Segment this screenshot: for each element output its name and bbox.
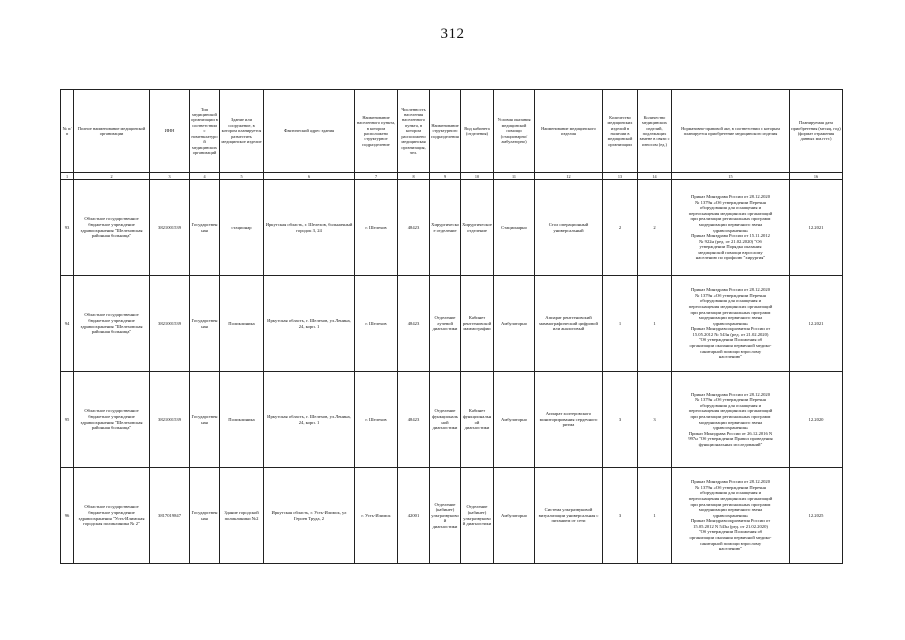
legal-act-line: населению по профилю "хирургия" xyxy=(695,255,766,261)
table-row xyxy=(61,468,843,564)
legal-act-line: 15.05.2012 № 543н (ред. от 21.02.2020) xyxy=(692,331,769,337)
header-cell: Вид кабинета (отделения) xyxy=(461,90,494,173)
legal-act-line: населению" xyxy=(718,354,743,360)
inn-cell: 3821001539 xyxy=(150,372,190,468)
header-cell: Здание или сооружение, в котором планируется разместить медицинское изделие xyxy=(220,90,264,173)
column-number: 10 xyxy=(461,173,494,180)
legal-act-line: населению" xyxy=(718,546,743,552)
legal-act-line: медицинской помощи взрослому xyxy=(698,249,763,255)
cabinet-cell: Хирургическое отделение xyxy=(461,180,494,276)
header-cell: Наименование населенного пункта, в котором расположено структурное подразделение xyxy=(355,90,398,173)
column-number: 5 xyxy=(220,173,264,180)
locality-cell: г. Шелехов xyxy=(355,372,398,468)
row-number: 94 xyxy=(61,276,74,372)
qty-replace-cell: 2 xyxy=(638,180,672,276)
org-type-cell: Государственная xyxy=(190,276,220,372)
conditions-cell: Стационарно xyxy=(494,180,535,276)
cabinet-cell: Отделение (кабинет) ультразвуковой диагностики xyxy=(461,468,494,564)
legal-act-cell xyxy=(672,468,790,564)
population-cell: 48423 xyxy=(398,180,430,276)
header-cell: № п/п xyxy=(61,90,74,173)
legal-act-line: переоснащения медицинских организаций xyxy=(688,495,773,501)
legal-act-line: при реализации региональных программ xyxy=(690,413,771,419)
legal-act-line: "Об утверждении Положения об xyxy=(698,337,763,343)
qty-replace-cell: 1 xyxy=(638,468,672,564)
building-cell: Поликлиника xyxy=(220,276,264,372)
column-number: 8 xyxy=(398,173,430,180)
legal-act-line: Приказ Минздравсоцразвития России от xyxy=(690,326,771,332)
org-name-cell: Областное государственное бюджетное учреждение здравоохранения "Шелеховская районная больница" xyxy=(74,276,150,372)
header-cell: Условия оказания медицинской помощи (стационарно/амбулаторно) xyxy=(494,90,535,173)
table-row xyxy=(61,372,843,468)
org-name-cell: Областное государственное бюджетное учреждение здравоохранения "Шелеховская районная больница" xyxy=(74,180,150,276)
column-number: 6 xyxy=(264,173,355,180)
legal-act-line: № 1379н «Об утверждении Перечня xyxy=(695,397,766,403)
device-cell: Аппарат холтеровского мониторирования сердечного ритма xyxy=(535,372,603,468)
header-cell: Полное наименование медицинской организации xyxy=(74,90,150,173)
inn-cell: 3821001539 xyxy=(150,180,190,276)
legal-act-cell xyxy=(672,276,790,372)
row-number: 96 xyxy=(61,468,74,564)
legal-act-line: при реализации региональных программ xyxy=(690,501,771,507)
equipment-table xyxy=(60,89,843,564)
legal-act-line: Приказ Минздравсоцразвития России от xyxy=(690,518,771,524)
building-cell: Здание городской поликлиники №2 xyxy=(220,468,264,564)
address-cell: Иркутская область, г. Усть-Илимск, ул Героев Труда, 2 xyxy=(264,468,355,564)
org-name-cell: Областное государственное бюджетное учреждение здравоохранения "Шелеховская районная больница" xyxy=(74,372,150,468)
purchase-date-cell: 12.2021 xyxy=(790,180,843,276)
legal-act-line: модернизации первичного звена xyxy=(698,315,763,321)
legal-act-line: модернизации первичного звена xyxy=(698,419,763,425)
qty-replace-cell: 3 xyxy=(638,372,672,468)
purchase-date-cell: 12.2021 xyxy=(790,276,843,372)
legal-act-line: при реализации региональных программ xyxy=(690,216,771,222)
column-number: 4 xyxy=(190,173,220,180)
row-number: 95 xyxy=(61,372,74,468)
qty-have-cell: 3 xyxy=(603,468,638,564)
legal-act-line: модернизации первичного звена xyxy=(698,507,763,513)
header-cell: Численность населения населенного пункта, в котором расположено медицинская организация, чел. xyxy=(398,90,430,173)
inn-cell: 3821001539 xyxy=(150,276,190,372)
address-cell: Иркутская область, г. Шелехов, ул.Ленина, 24, корп. 1 xyxy=(264,276,355,372)
column-number: 3 xyxy=(150,173,190,180)
legal-act-line: здравоохранения» xyxy=(712,320,749,326)
column-number: 15 xyxy=(672,173,790,180)
legal-act-line: Приказ Минздрава России от 26.12.2016 N xyxy=(688,430,773,436)
qty-replace-cell: 1 xyxy=(638,276,672,372)
address-cell: Иркутская область, г. Шелехов, ул.Ленина, 24, корп. 1 xyxy=(264,372,355,468)
page-number: 312 xyxy=(440,26,465,42)
header-cell: Планируемая дата приобретения (месяц, год) (формат отражения данных мм.гггг.) xyxy=(790,90,843,173)
column-number-row xyxy=(61,173,843,180)
column-number: 2 xyxy=(74,173,150,180)
legal-act-line: оборудования для оснащения и xyxy=(699,402,762,408)
column-number: 12 xyxy=(535,173,603,180)
column-number: 14 xyxy=(638,173,672,180)
unit-cell: Отделение функциональной диагностики xyxy=(430,372,461,468)
header-cell: Количество медицинских изделий в наличии в медицинской организации xyxy=(603,90,638,173)
table-body xyxy=(61,180,843,564)
locality-cell: г. Шелехов xyxy=(355,180,398,276)
inn-cell: 3817019847 xyxy=(150,468,190,564)
locality-cell: г. Усть-Илимск xyxy=(355,468,398,564)
legal-act-line: функциональных исследований" xyxy=(698,441,763,447)
header-row xyxy=(61,90,843,173)
legal-act-line: № 1379н «Об утверждении Перечня xyxy=(695,292,766,298)
column-number: 1 xyxy=(61,173,74,180)
legal-act-line: № 922н (ред. от 21.02.2020) "Об xyxy=(699,238,762,244)
legal-act-line: организации оказания первичной медико- xyxy=(689,535,772,541)
legal-act-line: переоснащения медицинских организаций xyxy=(688,408,773,414)
purchase-date-cell: 12.2025 xyxy=(790,468,843,564)
header-cell: ИНН xyxy=(150,90,190,173)
legal-act-line: 997н "Об утверждении Правил проведения xyxy=(688,436,773,442)
column-number: 13 xyxy=(603,173,638,180)
column-number: 16 xyxy=(790,173,843,180)
legal-act-line: Приказ Минздрава России от 28.12.2020 xyxy=(691,479,770,485)
header-cell: Наименование медицинского изделия xyxy=(535,90,603,173)
row-number: 93 xyxy=(61,180,74,276)
legal-act-line: № 1379н «Об утверждении Перечня xyxy=(695,199,766,205)
qty-have-cell: 2 xyxy=(603,180,638,276)
legal-act-line: Приказ Минздрава России от 28.12.2020 xyxy=(691,391,770,397)
building-cell: стационар xyxy=(220,180,264,276)
unit-cell: Отделение (кабинет) ультразвуковой диагностики xyxy=(430,468,461,564)
legal-act-line: организации оказания первичной медико- xyxy=(689,343,772,349)
building-cell: Поликлиника xyxy=(220,372,264,468)
population-cell: 42001 xyxy=(398,468,430,564)
conditions-cell: Амбулаторно xyxy=(494,468,535,564)
column-number: 11 xyxy=(494,173,535,180)
locality-cell: г. Шелехов xyxy=(355,276,398,372)
cabinet-cell: Кабинет рентгеновской маммографии xyxy=(461,276,494,372)
device-cell: Система ультразвуковой визуализации универсальная с питанием от сети xyxy=(535,468,603,564)
legal-act-line: утверждении Порядка оказания xyxy=(699,244,762,250)
table-row xyxy=(61,180,843,276)
legal-act-line: здравоохранения» xyxy=(712,425,749,431)
unit-cell: Хирургическое отделение xyxy=(430,180,461,276)
header-cell: Фактический адрес здания xyxy=(264,90,355,173)
qty-have-cell: 1 xyxy=(603,276,638,372)
column-number: 9 xyxy=(430,173,461,180)
unit-cell: Отделение лучевой диагностики xyxy=(430,276,461,372)
legal-act-line: модернизации первичного звена xyxy=(698,221,763,227)
header-cell: Количество медицинских изделий, подлежащих замене в связи с износом (ед.) xyxy=(638,90,672,173)
legal-act-line: "Об утверждении Положения об xyxy=(698,529,763,535)
legal-act-line: Приказ Минздрава России от 15.11.2012 xyxy=(691,233,770,239)
legal-act-line: санитарной помощи взрослому xyxy=(699,348,762,354)
legal-act-cell xyxy=(672,180,790,276)
population-cell: 48423 xyxy=(398,276,430,372)
legal-act-line: Приказ Минздрава России от 28.12.2020 xyxy=(691,287,770,293)
purchase-date-cell: 12.2020 xyxy=(790,372,843,468)
legal-act-line: оборудования для оснащения и xyxy=(699,490,762,496)
legal-act-line: оборудования для оснащения и xyxy=(699,298,762,304)
device-cell: Аппарат рентгеновский маммографический цифровой или аналоговый xyxy=(535,276,603,372)
conditions-cell: Амбулаторно xyxy=(494,372,535,468)
legal-act-line: оборудования для оснащения и xyxy=(699,205,762,211)
cabinet-cell: Кабинет функциональной диагностики xyxy=(461,372,494,468)
legal-act-line: при реализации региональных программ xyxy=(690,309,771,315)
org-type-cell: Государственная xyxy=(190,180,220,276)
device-cell: Стол операционный универсальный xyxy=(535,180,603,276)
header-cell: Нормативно-правовой акт, в соответствии с которым планируется приобретение медицинского изделия xyxy=(672,90,790,173)
qty-have-cell: 3 xyxy=(603,372,638,468)
legal-act-line: санитарной помощи взрослому xyxy=(699,540,762,546)
org-type-cell: Государственная xyxy=(190,468,220,564)
legal-act-line: здравоохранения» xyxy=(712,227,749,233)
legal-act-line: здравоохранения» xyxy=(712,512,749,518)
org-name-cell: Областное государственное бюджетное учреждение здравоохранения "Усть-Илимская городская поликлиника № 2" xyxy=(74,468,150,564)
legal-act-line: № 1379н «Об утверждении Перечня xyxy=(695,484,766,490)
header-cell: Наименование структурного подразделения xyxy=(430,90,461,173)
conditions-cell: Амбулаторно xyxy=(494,276,535,372)
org-type-cell: Государственная xyxy=(190,372,220,468)
legal-act-line: переоснащения медицинских организаций xyxy=(688,303,773,309)
population-cell: 48423 xyxy=(398,372,430,468)
column-number: 7 xyxy=(355,173,398,180)
address-cell: Иркутская область, г. Шелехов, больничный городок 3, 24 xyxy=(264,180,355,276)
table-row xyxy=(61,276,843,372)
legal-act-line: переоснащения медицинских организаций xyxy=(688,210,773,216)
legal-act-cell xyxy=(672,372,790,468)
header-cell: Тип медицинской организации в соответствии с номенклатурой медицинских организаций xyxy=(190,90,220,173)
legal-act-line: 15.05.2012 N 543н (ред. от 21.02.2020) xyxy=(693,523,768,529)
legal-act-line: Приказ Минздрава России от 28.12.2020 xyxy=(691,193,770,199)
